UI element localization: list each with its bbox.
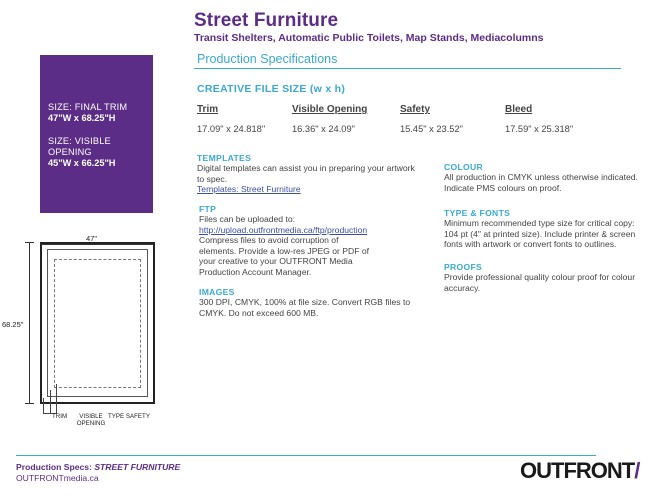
- footer-label-product: STREET FURNITURE: [94, 462, 181, 472]
- page-subtitle: Transit Shelters, Automatic Public Toilets, Map Stands, Mediacolumns: [194, 32, 544, 44]
- visible-opening-label: SIZE: VISIBLE OPENING: [48, 136, 111, 157]
- visible-opening-label-diagram: VISIBLE OPENING: [76, 413, 106, 427]
- final-trim-value: 47"W x 68.25"H: [48, 113, 116, 123]
- col-value-safety: 15.45" x 23.52": [400, 124, 463, 134]
- type-fonts-body: Minimum recommended type size for critical copy: 104 pt (4" at printed size). Include printer & screen fonts with artwork or convert fonts to outlines.: [444, 218, 636, 249]
- width-dimension-label: 47": [86, 234, 98, 243]
- logo-text: OUTFRONT: [520, 458, 635, 483]
- proofs-section: [444, 262, 639, 293]
- page-title: Street Furniture: [194, 10, 339, 31]
- images-section: [199, 287, 415, 318]
- templates-body: Digital templates can assist you in preparing your artwork to spec.: [197, 163, 415, 184]
- proofs-heading: PROOFS: [444, 262, 483, 272]
- section-title: Production Specifications: [197, 52, 338, 66]
- ftp-line1: Files can be uploaded to:: [199, 214, 296, 224]
- width-dimension-line: [41, 244, 154, 245]
- creative-file-size-title: CREATIVE FILE SIZE (w x h): [197, 83, 346, 95]
- col-header-bleed: Bleed: [505, 104, 533, 115]
- templates-link[interactable]: Templates: Street Furniture: [197, 184, 301, 194]
- col-header-visible: Visible Opening: [292, 104, 368, 115]
- footer-site[interactable]: OUTFRONTmedia.ca: [16, 473, 99, 483]
- ftp-heading: FTP: [199, 204, 217, 214]
- col-header-trim: Trim: [197, 104, 219, 115]
- size-panel-text: [48, 102, 150, 181]
- logo-slash: /: [634, 458, 640, 483]
- height-dimension-line: [29, 242, 30, 404]
- images-body: 300 DPI, CMYK, 100% at file size. Convert RGB files to CMYK. Do not exceed 600 MB.: [199, 297, 411, 318]
- final-trim-label: SIZE: FINAL TRIM: [48, 102, 128, 112]
- col-value-visible: 16.36" x 24.09": [292, 124, 355, 134]
- height-dimension-label: 68.25": [2, 320, 24, 329]
- col-header-safety: Safety: [400, 104, 431, 115]
- proofs-body: Provide professional quality colour proof for colour accuracy.: [444, 272, 636, 293]
- ftp-body: Compress files to avoid corruption of elements. Provide a low-res JPEG or PDF of your creative to your OUTFRONT Media Production Account Manager.: [199, 235, 370, 277]
- outfront-logo: [520, 458, 639, 484]
- footer-label: [16, 462, 180, 472]
- trim-leader: [43, 398, 44, 413]
- images-heading: IMAGES: [199, 287, 235, 297]
- type-safety-label: TYPE SAFETY: [108, 413, 150, 420]
- colour-heading: COLOUR: [444, 162, 484, 172]
- ftp-section: [199, 204, 377, 277]
- visible-opening-value: 45"W x 66.25"H: [48, 158, 116, 168]
- colour-body: All production in CMYK unless otherwise indicated. Indicate PMS colours on proof.: [444, 172, 638, 193]
- ftp-link[interactable]: http://upload.outfrontmedia.ca/ftp/production: [199, 224, 368, 235]
- colour-section: [444, 162, 639, 193]
- col-value-bleed: 17.59" x 25.318": [505, 124, 574, 134]
- col-value-trim: 17.09" x 24.818": [197, 124, 266, 134]
- type-safety-outline: [54, 259, 141, 388]
- height-tick-bottom: [25, 403, 34, 404]
- type-fonts-heading: TYPE & FONTS: [444, 208, 511, 218]
- templates-section: [197, 153, 419, 195]
- footer-divider: [16, 455, 596, 456]
- visible-leader: [50, 390, 51, 413]
- header-divider: [194, 68, 621, 69]
- height-tick-top: [25, 242, 34, 243]
- footer-label-prefix: Production Specs:: [16, 462, 95, 472]
- safety-leader: [56, 384, 57, 413]
- type-fonts-section: [444, 208, 639, 250]
- templates-heading: TEMPLATES: [197, 153, 252, 163]
- trim-label: TRIM: [52, 413, 68, 420]
